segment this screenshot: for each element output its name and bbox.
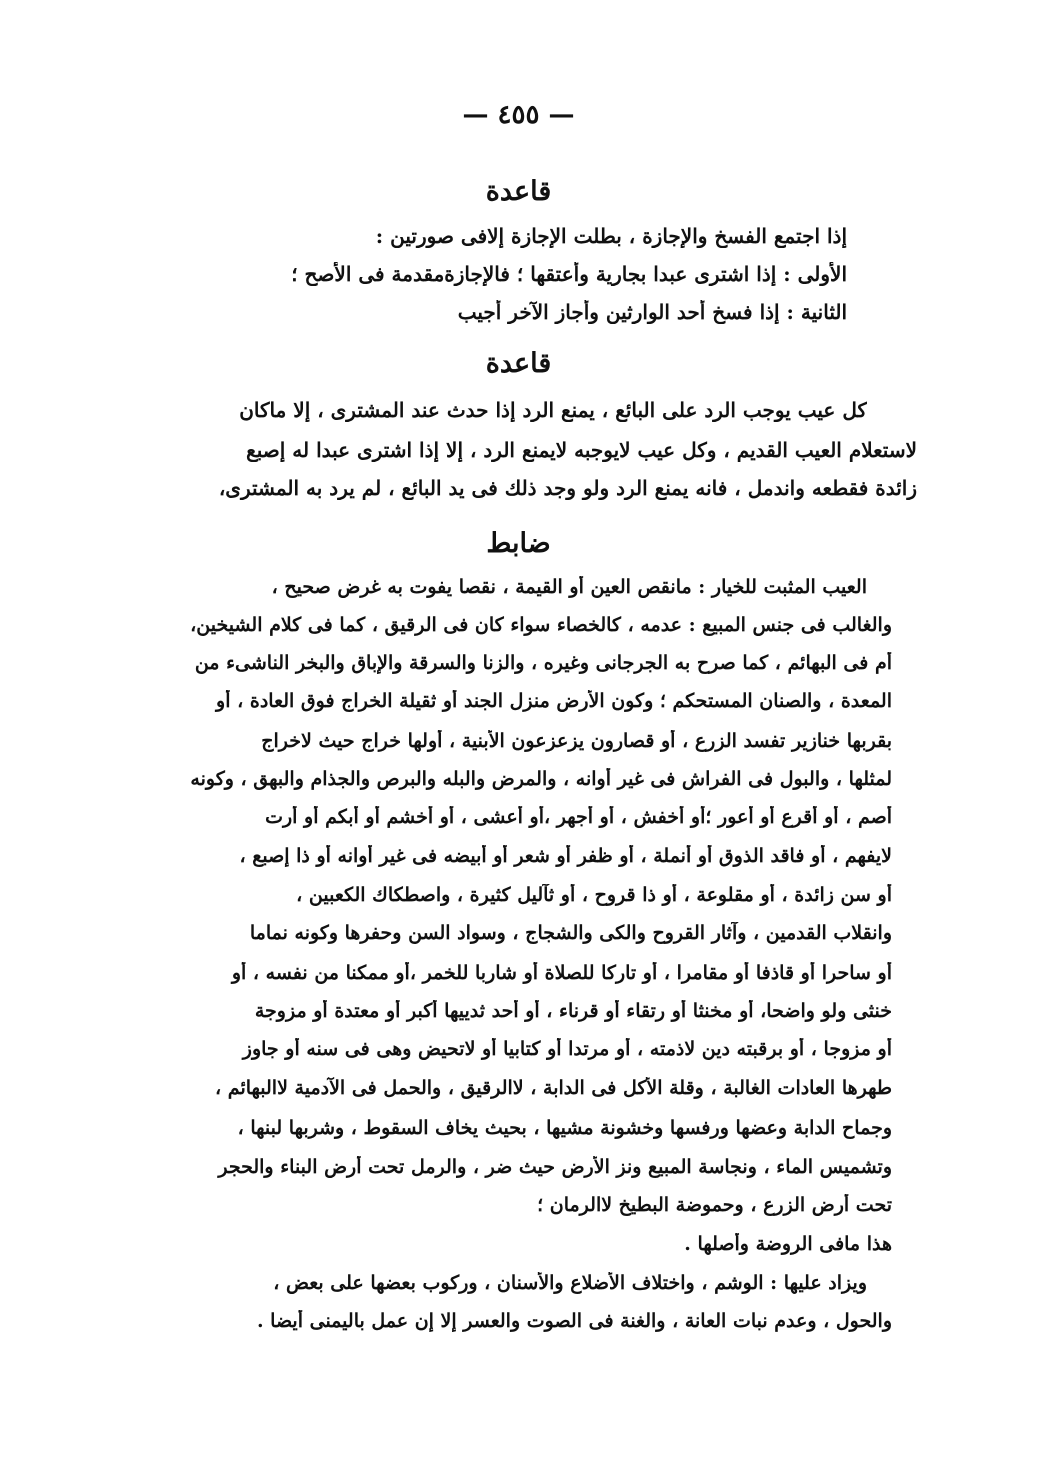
- text-line: أصم ، أو أقرع أو أعور ؛أو أخفش ، أو أجهر ،أو أعشى ، أو أخشم أو أبكم أو أرت: [265, 806, 892, 828]
- text-line: أم فى البهائم ، كما صرح به الجرجانى وغيره ، والزنا والسرقة والإباق والبخر الناشىء من: [194, 652, 892, 674]
- text-line: العيب المثبت للخيار : مانقص العين أو القيمة ، نقصا يفوت به غرض صحيح ،: [271, 576, 867, 598]
- text-line: وانقلاب القدمين ، وآثار القروح والكى والشجاج ، وسواد السن وحفرها وكونه نماما: [249, 922, 892, 944]
- text-line: وجماح الدابة وعضها ورفسها وخشونة مشيها ، بحيث يخاف السقوط ، وشربها لبنها ،: [237, 1117, 892, 1139]
- text-line: خنثى ولو واضحا، أو مخنثا أو رتقاء أو قرناء ، أو أحد ثدييها أكبر أو معتدة أو مزوجة: [254, 1000, 892, 1022]
- text-line: ويزاد عليها : الوشم ، واختلاف الأضلاع والأسنان ، وركوب بعضها على بعض ،: [273, 1272, 867, 1294]
- text-line: أو مزوجا ، أو برقبته دين لاذمته ، أو مرتدا أو كتابيا أو لاتحيض وهى فى سنه أو جاوز: [242, 1038, 892, 1060]
- text-line: لايفهم ، أو فاقد الذوق أو أنملة ، أو ظفر أو شعر أو أبيضه فى غير أوانه أو ذا إصبع ،: [239, 845, 892, 867]
- text-line: كل عيب يوجب الرد على البائع ، يمنع الرد إذا حدث عند المشترى ، إلا ماكان: [239, 398, 867, 422]
- text-line: المعدة ، والصنان المستحكم ؛ وكون الأرض منزل الجند أو ثقيلة الخراج فوق العادة ، أو: [216, 690, 892, 712]
- text-line: زائدة فقطعه واندمل ، فانه يمنع الرد ولو وجد ذلك فى يد البائع ، لم يرد به المشترى،: [218, 476, 917, 500]
- text-line: والغالب فى جنس المبيع : عدمه ، كالخصاء سواء كان فى الرقيق ، كما فى كلام الشيخين،: [190, 614, 892, 636]
- text-line: أو سن زائدة ، أو مقلوعة ، أو ذا قروح ، أو ثآليل كثيرة ، واصطكاك الكعبين ،: [296, 884, 892, 906]
- text-line: والحول ، وعدم نبات العانة ، والغنة فى الصوت والعسر إلا إن عمل باليمنى أيضا .: [256, 1310, 892, 1332]
- text-line: الثانية : إذا فسخ أحد الوارثين وأجاز الآخر أجيب: [457, 300, 847, 324]
- text-line: تحت أرض الزرع ، وحموضة البطيخ لاالرمان ؛: [537, 1194, 892, 1216]
- section-heading-2: قاعدة: [485, 348, 552, 379]
- text-line: بقربها خنازير تفسد الزرع ، أو قصارون يزعزعون الأبنية ، أولها خراج حيث لاخراج: [261, 730, 892, 752]
- section-heading-3: ضابط: [486, 528, 551, 559]
- text-line: وتشميس الماء ، ونجاسة المبيع ونز الأرض حيث ضر ، والرمل تحت أرض البناء والحجر: [218, 1156, 892, 1178]
- text-line: أو ساحرا أو قاذفا أو مقامرا ، أو تاركا للصلاة أو شاربا للخمر ،أو ممكنا من نفسه ، أو: [231, 962, 892, 984]
- text-line: الأولى : إذا اشترى عبدا بجارية وأعتقها ؛ فالإجازةمقدمة فى الأصح ؛: [291, 262, 847, 286]
- text-line: طهرها العادات الغالبة ، وقلة الأكل فى الدابة ، لاالرقيق ، والحمل فى الآدمية لاالبهائم ،: [215, 1077, 892, 1099]
- text-line: لمثلها ، والبول فى الفراش فى غير أوانه ، والمرض والبله والبرص والجذام والبهق ، وكونه: [190, 768, 892, 790]
- text-line: إذا اجتمع الفسخ والإجازة ، بطلت الإجازة إلافى صورتين :: [375, 224, 847, 248]
- text-line: لاستعلام العيب القديم ، وكل عيب لايوجبه لايمنع الرد ، إلا إذا اشترى عبدا له إصبع: [246, 438, 917, 462]
- page-number: — ٤٥٥ —: [462, 100, 575, 130]
- text-line: هذا مافى الروضة وأصلها .: [684, 1233, 892, 1255]
- section-heading-1: قاعدة: [485, 176, 552, 207]
